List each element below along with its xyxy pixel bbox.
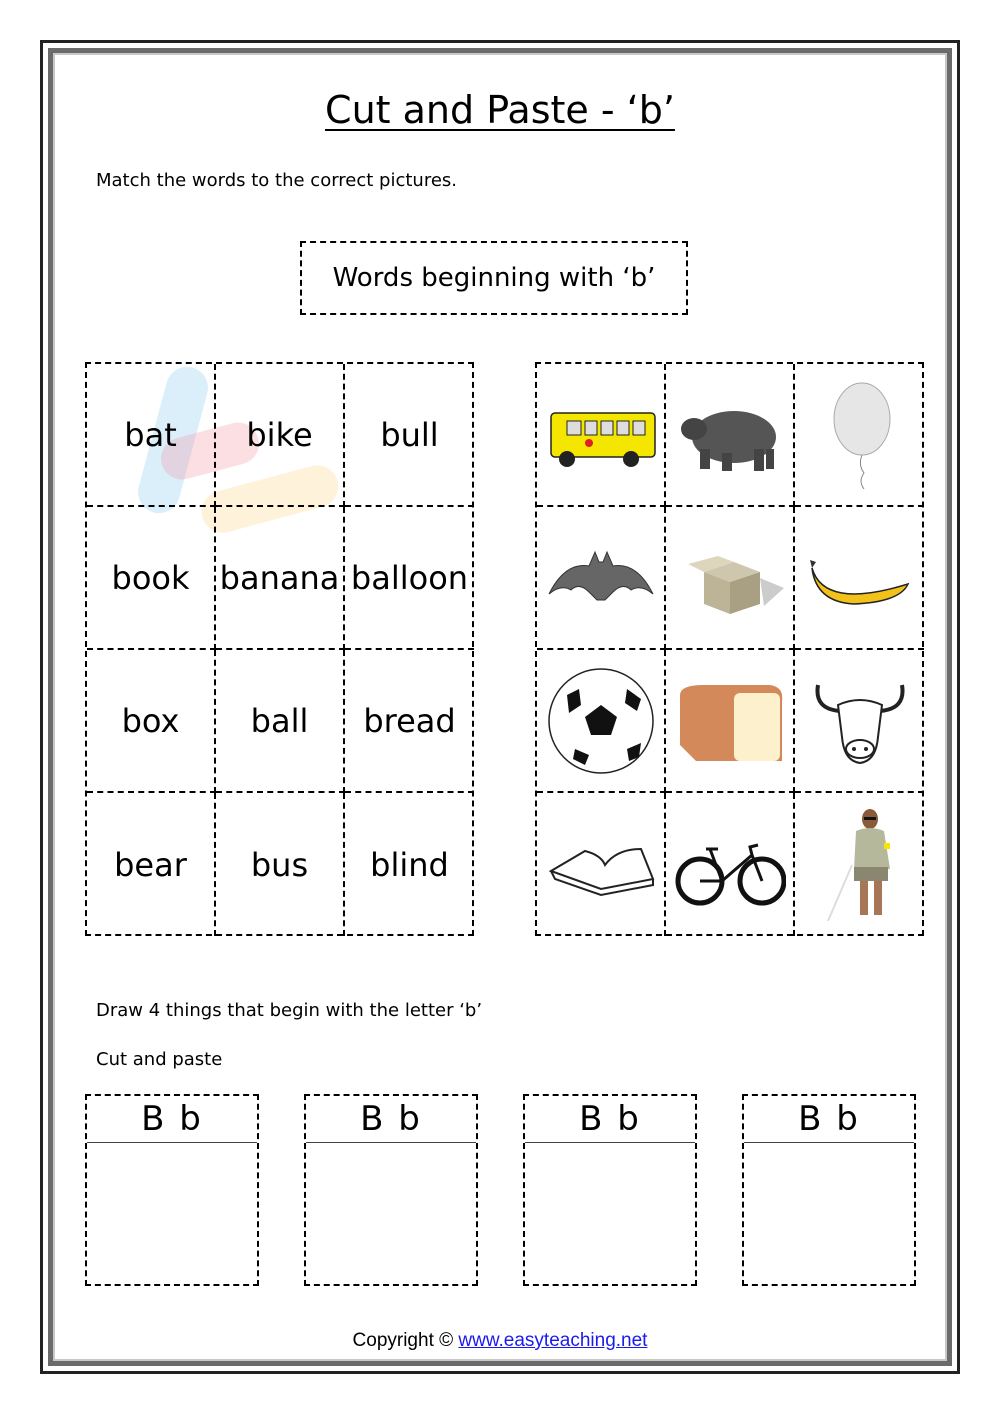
picture-card[interactable] — [537, 507, 666, 650]
picture-grid — [535, 362, 924, 936]
cut-instruction: Cut and paste — [96, 1049, 223, 1070]
picture-card[interactable] — [795, 507, 924, 650]
word-card[interactable]: blind — [370, 845, 449, 884]
words-header-label: Words beginning with ‘b’ — [332, 263, 656, 293]
picture-card[interactable] — [795, 650, 924, 793]
word-card[interactable]: bull — [345, 364, 474, 507]
draw-box-label: B b — [306, 1096, 476, 1143]
word-card[interactable]: bat — [87, 364, 216, 507]
bicycle-icon — [674, 809, 786, 921]
word-grid — [85, 362, 474, 936]
blind-person-icon — [804, 809, 916, 921]
copyright-text: Copyright © — [352, 1330, 459, 1351]
school-bus-icon — [545, 379, 657, 491]
draw-box[interactable] — [85, 1094, 259, 1286]
word-card[interactable]: bike — [216, 364, 345, 507]
picture-card[interactable] — [537, 793, 666, 936]
draw-box-label: B b — [744, 1096, 914, 1143]
picture-card[interactable] — [666, 507, 795, 650]
bear-icon — [674, 379, 786, 491]
box-icon — [674, 522, 786, 634]
draw-box-label: B b — [87, 1096, 257, 1143]
bread-icon — [674, 665, 786, 777]
word-card[interactable]: banana — [216, 507, 345, 650]
draw-box[interactable] — [742, 1094, 916, 1286]
draw-box-label: B b — [525, 1096, 695, 1143]
picture-card[interactable] — [795, 793, 924, 936]
balloon-icon — [804, 379, 916, 491]
bat-icon — [545, 522, 657, 634]
word-card[interactable]: bus — [216, 793, 345, 936]
draw-box[interactable] — [304, 1094, 478, 1286]
word-card[interactable]: bear — [87, 793, 216, 936]
soccer-ball-icon — [545, 665, 657, 777]
banana-icon — [804, 522, 916, 634]
word-card[interactable]: book — [87, 507, 216, 650]
picture-card[interactable] — [666, 793, 795, 936]
website-link[interactable]: www.easyteaching.net — [458, 1330, 648, 1351]
match-instruction: Match the words to the correct pictures. — [96, 170, 458, 191]
page-title: Cut and Paste - ‘b’ — [325, 88, 675, 132]
word-card[interactable]: box — [87, 650, 216, 793]
picture-card[interactable] — [666, 650, 795, 793]
picture-card[interactable] — [537, 650, 666, 793]
words-header-box — [300, 241, 688, 315]
word-card[interactable]: balloon — [345, 507, 474, 650]
draw-box[interactable] — [523, 1094, 697, 1286]
picture-card[interactable] — [537, 364, 666, 507]
picture-card[interactable] — [795, 364, 924, 507]
book-icon — [545, 809, 657, 921]
footer — [0, 1330, 1000, 1352]
word-card[interactable]: ball — [216, 650, 345, 793]
draw-instruction: Draw 4 things that begin with the letter ‘b’ — [96, 1000, 483, 1021]
picture-card[interactable] — [666, 364, 795, 507]
bull-icon — [804, 665, 916, 777]
word-card[interactable]: bread — [345, 650, 474, 793]
